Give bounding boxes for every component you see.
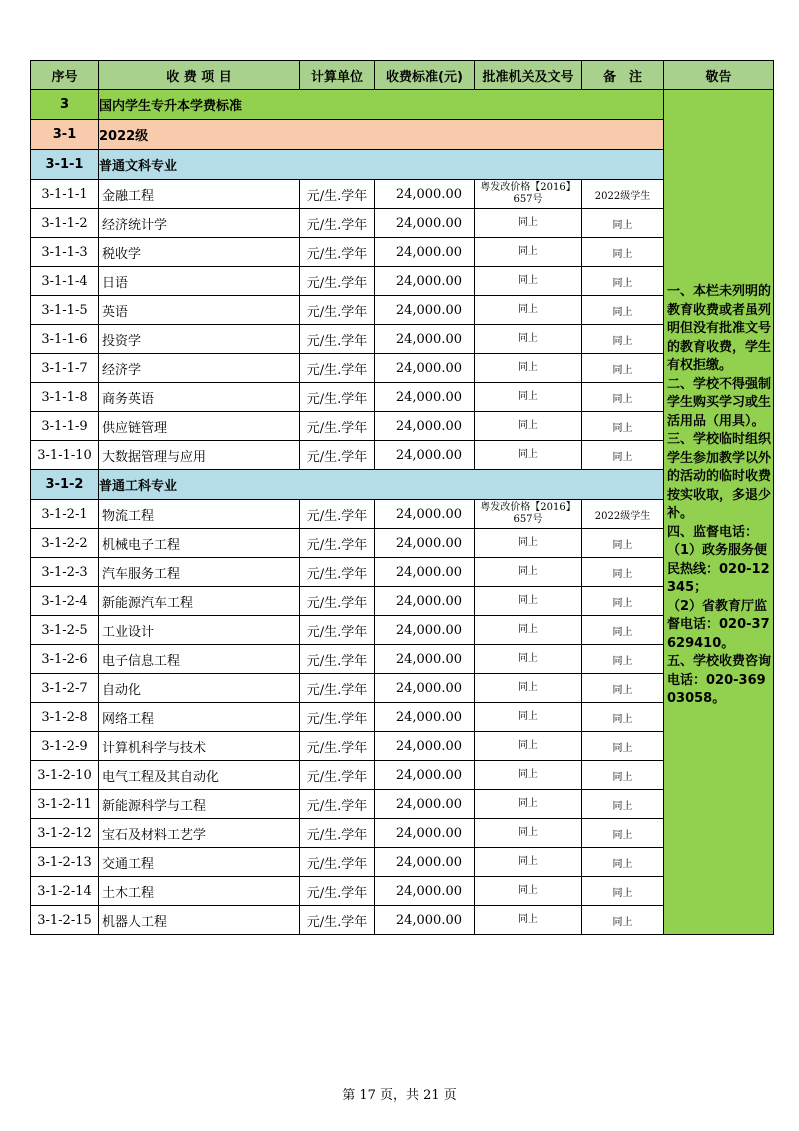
fee-cell: 24,000.00 — [375, 645, 475, 674]
row-number: 3-1-2-11 — [31, 790, 99, 819]
table-row — [31, 703, 774, 732]
item-name: 投资学 — [99, 325, 300, 354]
unit-cell: 元/生.学年 — [300, 732, 375, 761]
remark-cell: 同上 — [582, 790, 664, 819]
col-header-no: 序号 — [31, 61, 99, 90]
table-row — [31, 761, 774, 790]
section-row-3 — [31, 90, 774, 120]
unit-cell: 元/生.学年 — [300, 616, 375, 645]
item-name: 工业设计 — [99, 616, 300, 645]
fee-cell: 24,000.00 — [375, 267, 475, 296]
remark-cell: 同上 — [582, 238, 664, 267]
authority-cell: 同上 — [475, 441, 582, 470]
authority-cell: 同上 — [475, 587, 582, 616]
fee-cell: 24,000.00 — [375, 383, 475, 412]
unit-cell: 元/生.学年 — [300, 761, 375, 790]
item-name: 物流工程 — [99, 500, 300, 529]
col-header-fee: 收费标准(元) — [375, 61, 475, 90]
remark-cell: 同上 — [582, 296, 664, 325]
row-number: 3-1-2-15 — [31, 906, 99, 935]
unit-cell: 元/生.学年 — [300, 906, 375, 935]
notice-line: 五、学校收费咨询电话：020-36903058。 — [667, 654, 772, 706]
item-name: 计算机科学与技术 — [99, 732, 300, 761]
unit-cell: 元/生.学年 — [300, 412, 375, 441]
section-number: 3 — [31, 90, 99, 120]
fee-table — [30, 60, 774, 935]
row-number: 3-1-2-13 — [31, 848, 99, 877]
row-number: 3-1-1-8 — [31, 383, 99, 412]
section-number: 3-1 — [31, 120, 99, 150]
notice-line: 三、学校临时组织学生参加教学以外的活动的临时收费按实收取，多退少补。 — [667, 432, 772, 521]
unit-cell: 元/生.学年 — [300, 703, 375, 732]
item-name: 金融工程 — [99, 180, 300, 209]
table-row — [31, 645, 774, 674]
remark-cell: 同上 — [582, 703, 664, 732]
table-row — [31, 674, 774, 703]
row-number: 3-1-2-10 — [31, 761, 99, 790]
row-number: 3-1-1-6 — [31, 325, 99, 354]
remark-cell: 同上 — [582, 732, 664, 761]
remark-cell: 同上 — [582, 645, 664, 674]
table-row — [31, 529, 774, 558]
unit-cell: 元/生.学年 — [300, 180, 375, 209]
authority-cell: 同上 — [475, 645, 582, 674]
fee-cell: 24,000.00 — [375, 238, 475, 267]
remark-cell: 同上 — [582, 267, 664, 296]
item-name: 日语 — [99, 267, 300, 296]
remark-cell: 同上 — [582, 529, 664, 558]
authority-cell: 同上 — [475, 325, 582, 354]
item-name: 税收学 — [99, 238, 300, 267]
fee-cell: 24,000.00 — [375, 325, 475, 354]
item-name: 汽车服务工程 — [99, 558, 300, 587]
section-number: 3-1-1 — [31, 150, 99, 180]
row-number: 3-1-2-1 — [31, 500, 99, 529]
section-title: 普通工科专业 — [99, 470, 664, 500]
table-row — [31, 383, 774, 412]
fee-cell: 24,000.00 — [375, 558, 475, 587]
section-row-3-1 — [31, 120, 774, 150]
fee-cell: 24,000.00 — [375, 209, 475, 238]
fee-cell: 24,000.00 — [375, 674, 475, 703]
remark-cell: 2022级学生 — [582, 180, 664, 209]
col-header-unit: 计算单位 — [300, 61, 375, 90]
table-row — [31, 354, 774, 383]
remark-cell: 同上 — [582, 877, 664, 906]
unit-cell: 元/生.学年 — [300, 645, 375, 674]
fee-cell: 24,000.00 — [375, 616, 475, 645]
fee-cell: 24,000.00 — [375, 441, 475, 470]
notice-line: （2）省教育厅监督电话：020-37629410。 — [667, 598, 770, 651]
col-header-notice: 敬告 — [664, 61, 774, 90]
authority-cell: 粤发改价格【2016】657号 — [475, 500, 582, 529]
remark-cell: 同上 — [582, 412, 664, 441]
unit-cell: 元/生.学年 — [300, 354, 375, 383]
fee-cell: 24,000.00 — [375, 761, 475, 790]
row-number: 3-1-1-7 — [31, 354, 99, 383]
table-row — [31, 180, 774, 209]
fee-table-body — [31, 90, 774, 935]
table-row — [31, 267, 774, 296]
remark-cell: 同上 — [582, 906, 664, 935]
unit-cell: 元/生.学年 — [300, 848, 375, 877]
row-number: 3-1-2-3 — [31, 558, 99, 587]
authority-cell: 同上 — [475, 674, 582, 703]
row-number: 3-1-1-1 — [31, 180, 99, 209]
authority-cell: 粤发改价格【2016】657号 — [475, 180, 582, 209]
row-number: 3-1-2-9 — [31, 732, 99, 761]
item-name: 宝石及材料工艺学 — [99, 819, 300, 848]
col-header-item: 收 费 项 目 — [99, 61, 300, 90]
remark-cell: 同上 — [582, 325, 664, 354]
fee-cell: 24,000.00 — [375, 500, 475, 529]
unit-cell: 元/生.学年 — [300, 441, 375, 470]
table-row — [31, 819, 774, 848]
unit-cell: 元/生.学年 — [300, 674, 375, 703]
table-row — [31, 790, 774, 819]
notice-line: 四、监督电话： — [667, 524, 759, 540]
item-name: 新能源汽车工程 — [99, 587, 300, 616]
fee-cell: 24,000.00 — [375, 587, 475, 616]
authority-cell: 同上 — [475, 558, 582, 587]
table-row — [31, 732, 774, 761]
fee-cell: 24,000.00 — [375, 412, 475, 441]
section-row-3-1-2 — [31, 470, 774, 500]
unit-cell: 元/生.学年 — [300, 500, 375, 529]
notice-line: 一、本栏未列明的教育收费或者虽列明但没有批准文号的教育收费，学生有权拒缴。 — [667, 284, 772, 373]
section-title: 2022级 — [99, 120, 664, 150]
unit-cell: 元/生.学年 — [300, 558, 375, 587]
item-name: 供应链管理 — [99, 412, 300, 441]
authority-cell: 同上 — [475, 296, 582, 325]
section-title: 国内学生专升本学费标准 — [99, 90, 664, 120]
unit-cell: 元/生.学年 — [300, 529, 375, 558]
row-number: 3-1-2-2 — [31, 529, 99, 558]
row-number: 3-1-2-6 — [31, 645, 99, 674]
fee-cell: 24,000.00 — [375, 906, 475, 935]
item-name: 机器人工程 — [99, 906, 300, 935]
item-name: 自动化 — [99, 674, 300, 703]
remark-cell: 同上 — [582, 354, 664, 383]
table-row — [31, 848, 774, 877]
row-number: 3-1-1-2 — [31, 209, 99, 238]
header-row — [31, 61, 774, 90]
table-row — [31, 558, 774, 587]
unit-cell: 元/生.学年 — [300, 296, 375, 325]
remark-cell: 同上 — [582, 761, 664, 790]
item-name: 电气工程及其自动化 — [99, 761, 300, 790]
section-title: 普通文科专业 — [99, 150, 664, 180]
fee-cell: 24,000.00 — [375, 354, 475, 383]
remark-cell: 同上 — [582, 819, 664, 848]
table-row — [31, 296, 774, 325]
authority-cell: 同上 — [475, 412, 582, 441]
item-name: 商务英语 — [99, 383, 300, 412]
col-header-remark: 备 注 — [582, 61, 664, 90]
row-number: 3-1-1-9 — [31, 412, 99, 441]
fee-cell: 24,000.00 — [375, 703, 475, 732]
authority-cell: 同上 — [475, 877, 582, 906]
fee-cell: 24,000.00 — [375, 819, 475, 848]
unit-cell: 元/生.学年 — [300, 238, 375, 267]
row-number: 3-1-2-5 — [31, 616, 99, 645]
item-name: 新能源科学与工程 — [99, 790, 300, 819]
unit-cell: 元/生.学年 — [300, 383, 375, 412]
authority-cell: 同上 — [475, 761, 582, 790]
row-number: 3-1-2-14 — [31, 877, 99, 906]
row-number: 3-1-1-5 — [31, 296, 99, 325]
row-number: 3-1-2-12 — [31, 819, 99, 848]
table-row — [31, 616, 774, 645]
authority-cell: 同上 — [475, 529, 582, 558]
authority-cell: 同上 — [475, 790, 582, 819]
row-number: 3-1-1-3 — [31, 238, 99, 267]
item-name: 网络工程 — [99, 703, 300, 732]
fee-cell: 24,000.00 — [375, 790, 475, 819]
table-row — [31, 412, 774, 441]
table-row — [31, 877, 774, 906]
authority-cell: 同上 — [475, 267, 582, 296]
fee-cell: 24,000.00 — [375, 732, 475, 761]
table-row — [31, 238, 774, 267]
fee-cell: 24,000.00 — [375, 877, 475, 906]
row-number: 3-1-1-4 — [31, 267, 99, 296]
table-row — [31, 500, 774, 529]
remark-cell: 同上 — [582, 616, 664, 645]
item-name: 交通工程 — [99, 848, 300, 877]
fee-cell: 24,000.00 — [375, 180, 475, 209]
row-number: 3-1-2-7 — [31, 674, 99, 703]
fee-cell: 24,000.00 — [375, 529, 475, 558]
authority-cell: 同上 — [475, 383, 582, 412]
notice-line: 二、学校不得强制学生购买学习或生活用品（用具）。 — [667, 376, 772, 429]
authority-cell: 同上 — [475, 616, 582, 645]
item-name: 机械电子工程 — [99, 529, 300, 558]
fee-cell: 24,000.00 — [375, 296, 475, 325]
authority-cell: 同上 — [475, 819, 582, 848]
unit-cell: 元/生.学年 — [300, 267, 375, 296]
item-name: 经济统计学 — [99, 209, 300, 238]
notice-line: （1）政务服务便民热线：020-12345； — [667, 543, 770, 595]
remark-cell: 同上 — [582, 383, 664, 412]
remark-cell: 2022级学生 — [582, 500, 664, 529]
row-number: 3-1-1-10 — [31, 441, 99, 470]
section-number: 3-1-2 — [31, 470, 99, 500]
notice-panel — [664, 90, 774, 935]
unit-cell: 元/生.学年 — [300, 790, 375, 819]
authority-cell: 同上 — [475, 906, 582, 935]
table-row — [31, 325, 774, 354]
item-name: 经济学 — [99, 354, 300, 383]
unit-cell: 元/生.学年 — [300, 819, 375, 848]
row-number: 3-1-2-4 — [31, 587, 99, 616]
remark-cell: 同上 — [582, 558, 664, 587]
unit-cell: 元/生.学年 — [300, 587, 375, 616]
remark-cell: 同上 — [582, 848, 664, 877]
remark-cell: 同上 — [582, 674, 664, 703]
item-name: 大数据管理与应用 — [99, 441, 300, 470]
item-name: 英语 — [99, 296, 300, 325]
unit-cell: 元/生.学年 — [300, 325, 375, 354]
row-number: 3-1-2-8 — [31, 703, 99, 732]
table-row — [31, 587, 774, 616]
authority-cell: 同上 — [475, 354, 582, 383]
authority-cell: 同上 — [475, 732, 582, 761]
item-name: 土木工程 — [99, 877, 300, 906]
fee-cell: 24,000.00 — [375, 848, 475, 877]
authority-cell: 同上 — [475, 238, 582, 267]
remark-cell: 同上 — [582, 441, 664, 470]
table-row — [31, 441, 774, 470]
remark-cell: 同上 — [582, 209, 664, 238]
col-header-authority: 批准机关及文号 — [475, 61, 582, 90]
authority-cell: 同上 — [475, 848, 582, 877]
page-footer: 第 17 页，共 21 页 — [342, 1088, 457, 1103]
unit-cell: 元/生.学年 — [300, 209, 375, 238]
table-row — [31, 906, 774, 935]
authority-cell: 同上 — [475, 703, 582, 732]
remark-cell: 同上 — [582, 587, 664, 616]
authority-cell: 同上 — [475, 209, 582, 238]
item-name: 电子信息工程 — [99, 645, 300, 674]
unit-cell: 元/生.学年 — [300, 877, 375, 906]
table-row — [31, 209, 774, 238]
section-row-3-1-1 — [31, 150, 774, 180]
